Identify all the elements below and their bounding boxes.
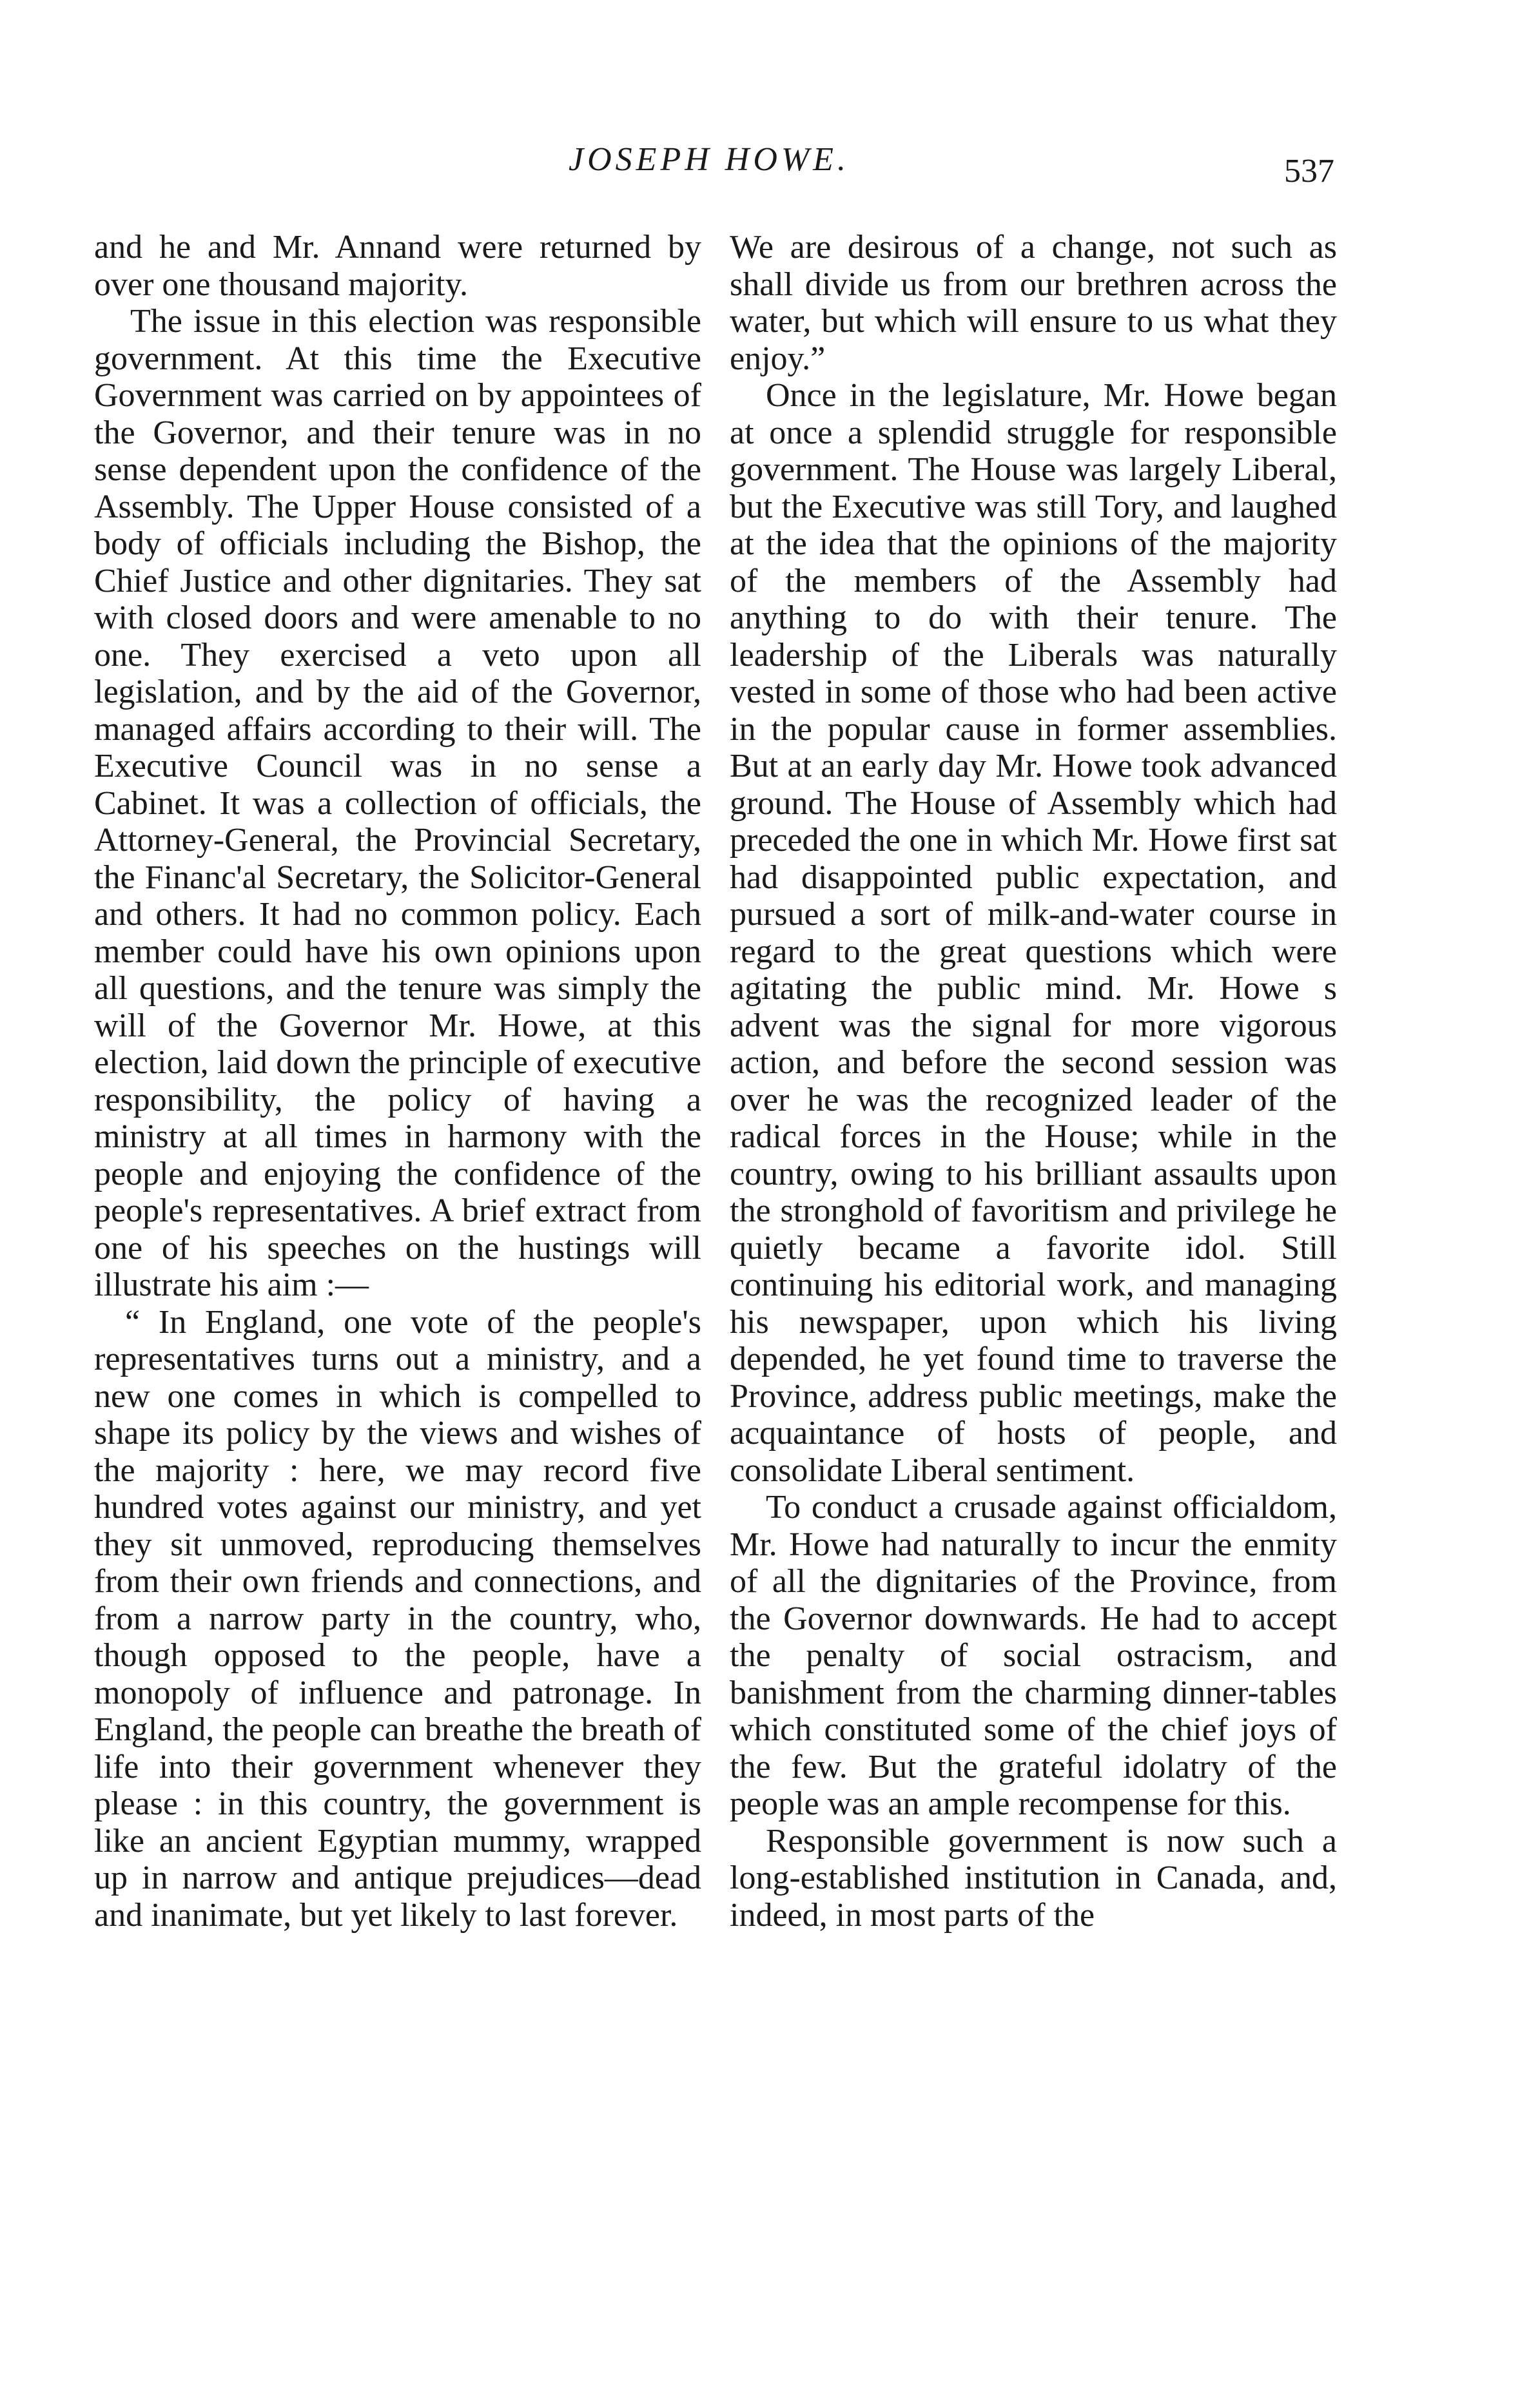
left-column: [94, 229, 701, 1934]
quoted-speech-paragraph: “ In England, one vote of the people's representatives turns out a ministry, and a new one comes in which is compelled to shape its policy by the views and wishes of the majority : here, we may record five hundred votes against our ministry, and yet they sit unmoved, reproducing themselves from their own friends and connections, and from a narrow party in the country, who, though opposed to the people, have a monopoly of influence and patronage. In England, the people can breathe the breath of life into their government whenever they please : in this country, the government is like an ancient Egyptian mummy, wrapped up in narrow and antique prejudices—dead and inanimate, but yet likely to last forever.: [94, 1303, 701, 1934]
paragraph: To conduct a crusade against officialdom, Mr. Howe had naturally to incur the enmity of all the dignitaries of the Province, from the Governor downwards. He had to accept the penalty of social ostracism, and banishment from the charming dinner-tables which constituted some of the chief joys of the few. But the grateful idolatry of the people was an ample recompense for this.: [730, 1489, 1337, 1822]
quoted-speech-continuation: We are desirous of a change, not such as shall divide us from our brethren across the water, but which will ensure to us what they enjoy.”: [730, 229, 1337, 377]
right-column: [730, 229, 1337, 1934]
paragraph: Responsible government is now such a long-established institution in Canada, and, indeed, in most parts of the: [730, 1822, 1337, 1934]
paragraph: The issue in this election was responsible government. At this time the Executive Government was carried on by appointees of the Governor, and their tenure was in no sense dependent upon the confidence of the Assembly. The Upper House consisted of a body of officials including the Bishop, the Chief Justice and other dignitaries. They sat with closed doors and were amenable to no one. They exercised a veto upon all legislation, and by the aid of the Governor, managed affairs according to their will. The Executive Council was in no sense a Cabinet. It was a collection of officials, the Attorney-General, the Provincial Secretary, the Financ'al Secretary, the Solicitor-General and others. It had no common policy. Each member could have his own opinions upon all questions, and the tenure was simply the will of the Governor Mr. Howe, at this election, laid down the principle of executive responsibility, the policy of having a ministry at all times in harmony with the people and enjoying the confidence of the people's representatives. A brief extract from one of his speeches on the hustings will illustrate his aim :—: [94, 303, 701, 1303]
paragraph: Once in the legislature, Mr. Howe began at once a splendid struggle for responsible government. The House was largely Liberal, but the Executive was still Tory, and laughed at the idea that the opinions of the majority of the members of the Assembly had anything to do with their tenure. The leadership of the Liberals was naturally vested in some of those who had been active in the popular cause in former assemblies. But at an early day Mr. Howe took advanced ground. The House of Assembly which had preceded the one in which Mr. Howe first sat had disappointed public expectation, and pursued a sort of milk-and-water course in regard to the great questions which were agitating the public mind. Mr. Howe s advent was the signal for more vigorous action, and before the second session was over he was the recognized leader of the radical forces in the House; while in the country, owing to his brilliant assaults upon the stronghold of favoritism and privilege he quietly became a favorite idol. Still continuing his editorial work, and managing his newspaper, upon which his living depended, he yet found time to traverse the Province, address public meetings, make the acquaintance of hosts of people, and consolidate Liberal sentiment.: [730, 377, 1337, 1489]
running-head-title: JOSEPH HOWE.: [569, 141, 850, 178]
paragraph: and he and Mr. Annand were returned by over one thousand majority.: [94, 229, 701, 303]
page-number: 537: [1284, 153, 1334, 189]
